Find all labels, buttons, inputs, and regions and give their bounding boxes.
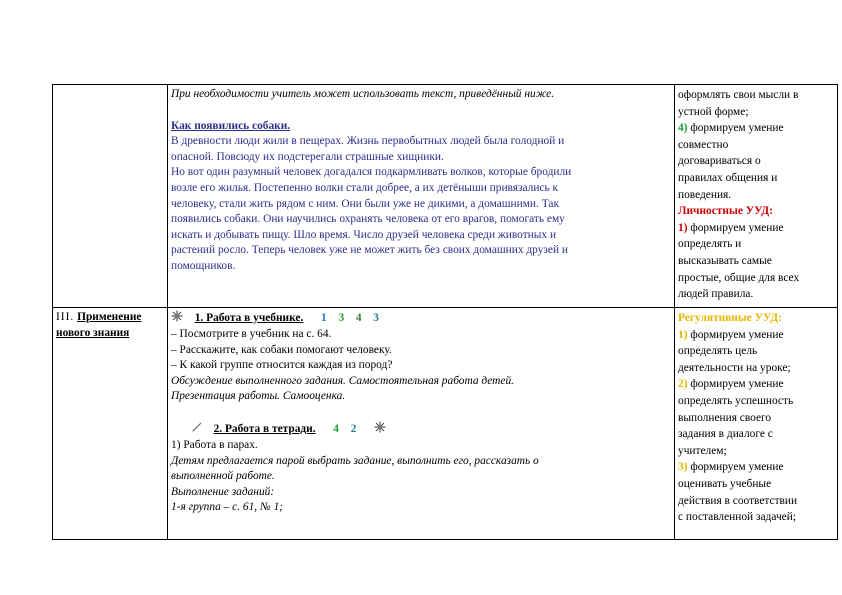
story-line: Но вот один разумный человек догадался подкармливать волков, которые бродили — [171, 166, 572, 179]
work1-note: Обсуждение выполненного задания. Самостоятельная работа детей. — [171, 374, 515, 387]
pairs-note: Выполнение заданий: — [171, 485, 275, 498]
uud-line: формируем умение — [690, 122, 784, 135]
story-line: возле его жилья. Постепенно волки стали добрее, а их детёныши привязались к — [171, 181, 559, 194]
intro-text: При необходимости учитель может использовать текст, приведённый ниже. — [171, 88, 555, 100]
uud-line: выполнения своего — [678, 411, 772, 424]
uud-line: задания в диалоге с — [678, 428, 773, 441]
lesson-plan-table — [52, 84, 838, 540]
work1-number: 3 — [338, 312, 345, 324]
story-line: появились собаки. Они научились охранять человека от его врагов, помогать ему — [171, 213, 565, 226]
uud-line: правилах общения и — [678, 171, 778, 184]
stage-cell — [53, 308, 168, 540]
content-cell — [168, 308, 675, 540]
story-line: В древности люди жили в пещерах. Жизнь первобытных людей была голодной и — [171, 135, 565, 148]
reg-item-2 — [678, 376, 834, 393]
uud-line: действия в соответствии — [678, 494, 798, 507]
table-row — [53, 85, 838, 308]
uud-item-4 — [678, 120, 834, 137]
work2-number: 4 — [333, 422, 339, 435]
regulatory-uud-heading: Регулятивные УУД: — [678, 312, 782, 324]
story-line: опасной. Повсюду их подстерегали страшные хищники. — [171, 150, 444, 163]
uud-cell — [675, 85, 838, 308]
item-number: 1) — [678, 328, 688, 341]
uud-line: формируем умение — [690, 461, 784, 474]
work1-title: 1. Работа в учебнике. — [194, 312, 304, 324]
stage-cell-empty — [53, 85, 168, 308]
uud-line: определять успешность — [678, 394, 794, 407]
stage-title: нового знания — [56, 326, 130, 339]
work2-heading — [171, 421, 671, 438]
uud-cell — [675, 308, 838, 540]
uud-line: договариваться о — [678, 155, 761, 168]
uud-line: формируем умение — [690, 378, 784, 391]
uud-line: людей правила. — [678, 288, 754, 301]
item-number: 4) — [678, 122, 688, 135]
uud-line: учителем; — [678, 444, 727, 457]
work1-line: – К какой группе относится каждая из пород? — [171, 359, 393, 372]
pairs-note: 1-я группа – с. 61, № 1; — [171, 501, 284, 514]
work1-line: – Расскажите, как собаки помогают человеку. — [171, 343, 392, 356]
item-number: 2) — [678, 378, 688, 391]
table-row — [53, 308, 838, 540]
uud-line: совместно — [678, 138, 729, 151]
work2-number: 2 — [350, 422, 357, 435]
work1-number: 4 — [355, 312, 362, 324]
reg-item-1 — [678, 327, 834, 344]
work1-line: – Посмотрите в учебник на с. 64. — [171, 328, 332, 340]
work1-heading — [171, 310, 671, 327]
uud-line: деятельности на уроке; — [678, 361, 791, 374]
uud-line: оформлять свои мысли в — [678, 89, 799, 101]
reg-item-3 — [678, 459, 834, 476]
uud-line: определять цель — [678, 345, 758, 358]
stage-roman-numeral: III. — [56, 311, 75, 323]
uud-line: простые, общие для всех — [678, 271, 800, 284]
story-line: растений росло. Теперь человек уже не может жить без своих домашних друзей и — [171, 244, 569, 257]
pencil-icon — [192, 422, 202, 432]
uud-line: с поставленной задачей; — [678, 511, 796, 524]
uud-line: формируем умение — [690, 328, 784, 341]
story-title: Как появились собаки. — [171, 119, 291, 132]
content-cell — [168, 85, 675, 308]
uud-line: оценивать учебные — [678, 477, 772, 490]
pairs-note: выполненной работе. — [171, 470, 275, 483]
story-line: искать и добывать пищу. Шло время. Число друзей человека среди животных и — [171, 228, 557, 241]
work1-number: 1 — [321, 312, 327, 324]
personal-item-1 — [678, 220, 834, 237]
star-sparkle-icon — [374, 421, 386, 433]
uud-line: устной форме; — [678, 105, 749, 118]
uud-line: формируем умение — [690, 221, 784, 234]
story-line: помощников. — [171, 259, 236, 272]
work1-number: 3 — [373, 312, 379, 324]
uud-line: высказывать самые — [678, 254, 772, 267]
pairs-note: Детям предлагается парой выбрать задание, выполнить его, рассказать о — [171, 454, 539, 467]
personal-uud-heading: Личностные УУД: — [678, 205, 773, 218]
uud-line: поведения. — [678, 188, 732, 201]
uud-line: определять и — [678, 238, 742, 251]
work1-note: Презентация работы. Самооценка. — [171, 390, 346, 403]
star-sparkle-icon — [171, 310, 183, 322]
pairs-line: 1) Работа в парах. — [171, 438, 258, 451]
work2-title: 2. Работа в тетради. — [213, 422, 316, 435]
item-number: 3) — [678, 461, 688, 474]
story-line: человеку, стали жить рядом с ним. Они были уже не дикими, а домашними. Так — [171, 197, 559, 210]
stage-title: Применение — [77, 311, 142, 323]
item-number: 1) — [678, 221, 688, 234]
